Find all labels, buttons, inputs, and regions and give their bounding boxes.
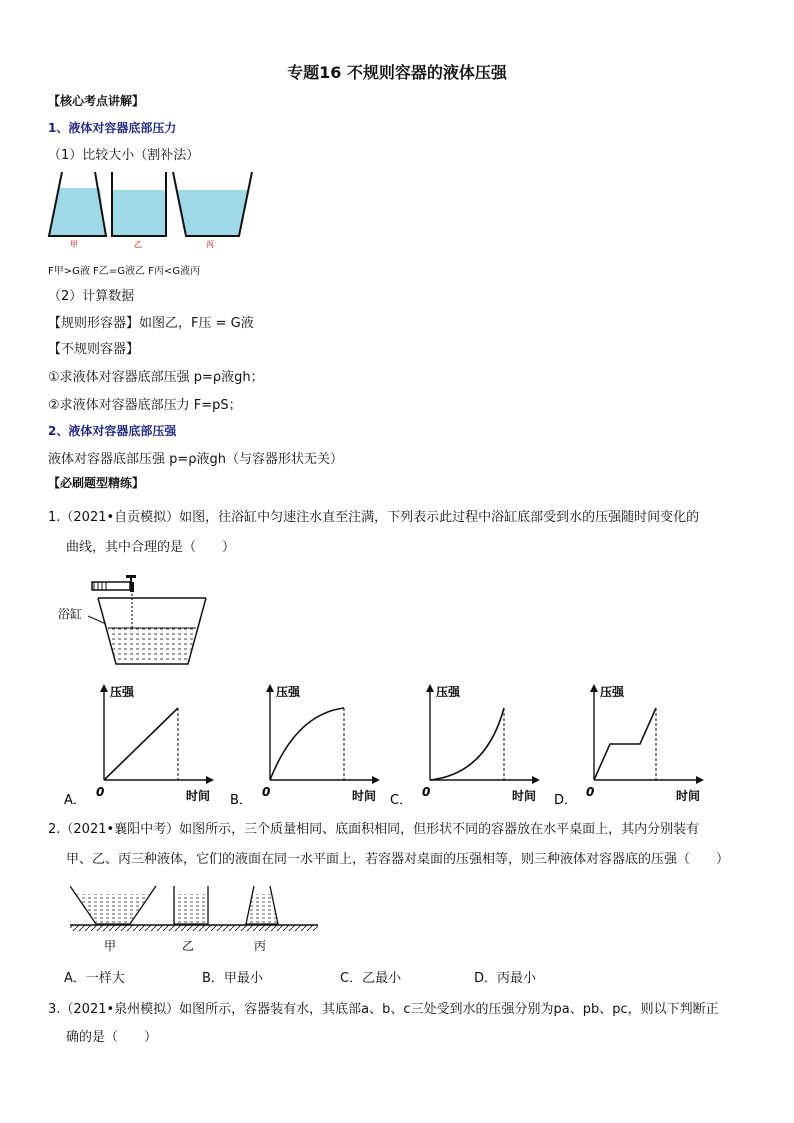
faucet-spout: [130, 582, 134, 592]
subheading-2: （2）计算数据: [48, 289, 135, 304]
q2-line-2: 甲、乙、丙三种液体，它们的液面在同一水平面上，若容器对桌面的压强相等，则三种液体对容器底的压强（ ）: [66, 852, 730, 867]
graph-origin: 0: [262, 785, 271, 799]
x-axis-arrow-icon: [696, 776, 704, 784]
label-jia: 甲: [70, 240, 78, 249]
section-practice: 【必刷题型精练】: [48, 476, 145, 490]
y-axis-arrow-icon: [100, 684, 108, 692]
y-axis-arrow-icon: [266, 684, 274, 692]
graph-option-label[interactable]: B．: [230, 793, 252, 808]
graph-x-label: 时间: [352, 789, 377, 803]
subheading-1: （1）比较大小（割补法）: [48, 148, 200, 163]
heading-1: 1、液体对容器底部压力: [48, 121, 177, 135]
y-axis-arrow-icon: [426, 684, 434, 692]
label-yi-2: 乙: [182, 939, 195, 953]
container-figure-1: [46, 170, 256, 250]
x-axis-arrow-icon: [372, 776, 380, 784]
heading-2: 2、液体对容器底部压强: [48, 424, 177, 438]
q2-option-d[interactable]: D．丙最小: [474, 971, 537, 986]
graph-options: [60, 678, 740, 810]
graph-origin: 0: [422, 785, 431, 799]
graph-curve: [104, 708, 178, 780]
heading-2-text: 液体对容器底部压强 p=ρ液gh（与容器形状无关）: [48, 452, 344, 467]
q2-option-c[interactable]: C．乙最小: [340, 971, 402, 986]
graph-y-label: 压强: [110, 685, 135, 699]
graph-curve: [594, 708, 656, 780]
regular-container: 【规则形容器】如图乙，F压 = G液: [48, 316, 254, 331]
label-bing-2: 丙: [254, 939, 267, 953]
graph-x-label: 时间: [512, 789, 537, 803]
container-figure-2: [70, 880, 320, 960]
q2-option-a[interactable]: A．一样大: [64, 971, 125, 986]
liquid-yi: [112, 190, 166, 236]
graph-origin: 0: [586, 785, 595, 799]
bathtub-label: 浴缸: [58, 607, 83, 621]
y-axis-arrow-icon: [590, 684, 598, 692]
q1-line-2: 曲线，其中合理的是（ ）: [66, 540, 236, 555]
graph-option-label[interactable]: C．: [390, 793, 413, 808]
graph-option-label[interactable]: A．: [64, 793, 86, 808]
bathtub-water: [108, 628, 196, 664]
liquid-bing: [177, 190, 248, 236]
step-2: ②求液体对容器底部压力 F=pS；: [48, 398, 242, 413]
label-yi: 乙: [134, 240, 142, 249]
liquid-yi-2: [174, 894, 208, 924]
graph-curve: [430, 708, 504, 780]
label-bing: 丙: [206, 240, 214, 249]
graph-origin: 0: [96, 785, 105, 799]
x-axis-arrow-icon: [206, 776, 214, 784]
bathtub-figure: [58, 572, 218, 672]
label-jia-2: 甲: [104, 939, 117, 953]
step-1: ①求液体对容器底部压强 p=ρ液gh；: [48, 370, 264, 385]
graph-option-label[interactable]: D．: [554, 793, 578, 808]
q3-line-2: 确的是（ ）: [66, 1030, 158, 1045]
q2-line-1: 2.（2021•襄阳中考）如图所示，三个质量相同、底面积相同，但形状不同的容器放在水平桌面上，其内分别装有: [48, 822, 700, 837]
irregular-container: 【不规则容器】: [48, 342, 140, 357]
q3-line-1: 3.（2021•泉州模拟）如图所示，容器装有水，其底部a、b、c三处受到水的压强分别为pa、pb、pc，则以下判断正: [48, 1002, 719, 1017]
q2-option-b[interactable]: B．甲最小: [202, 971, 263, 986]
graph-y-label: 压强: [600, 685, 625, 699]
section-core: 【核心考点讲解】: [48, 94, 145, 108]
graph-y-label: 压强: [436, 685, 461, 699]
page-title: 专题16 不规则容器的液体压强: [287, 63, 507, 82]
graph-y-label: 压强: [276, 685, 301, 699]
x-axis-arrow-icon: [532, 776, 540, 784]
graph-curve: [270, 708, 344, 780]
liquid-jia-2: [76, 894, 150, 924]
graph-x-label: 时间: [186, 789, 211, 803]
graph-x-label: 时间: [676, 789, 701, 803]
q1-line-1: 1.（2021•自贡模拟）如图，往浴缸中匀速注水直至注满，下列表示此过程中浴缸底部受到水的压强随时间变化的: [48, 510, 700, 525]
compare-formula: F甲>G液 F乙=G液乙 F丙<G液丙: [48, 266, 200, 277]
